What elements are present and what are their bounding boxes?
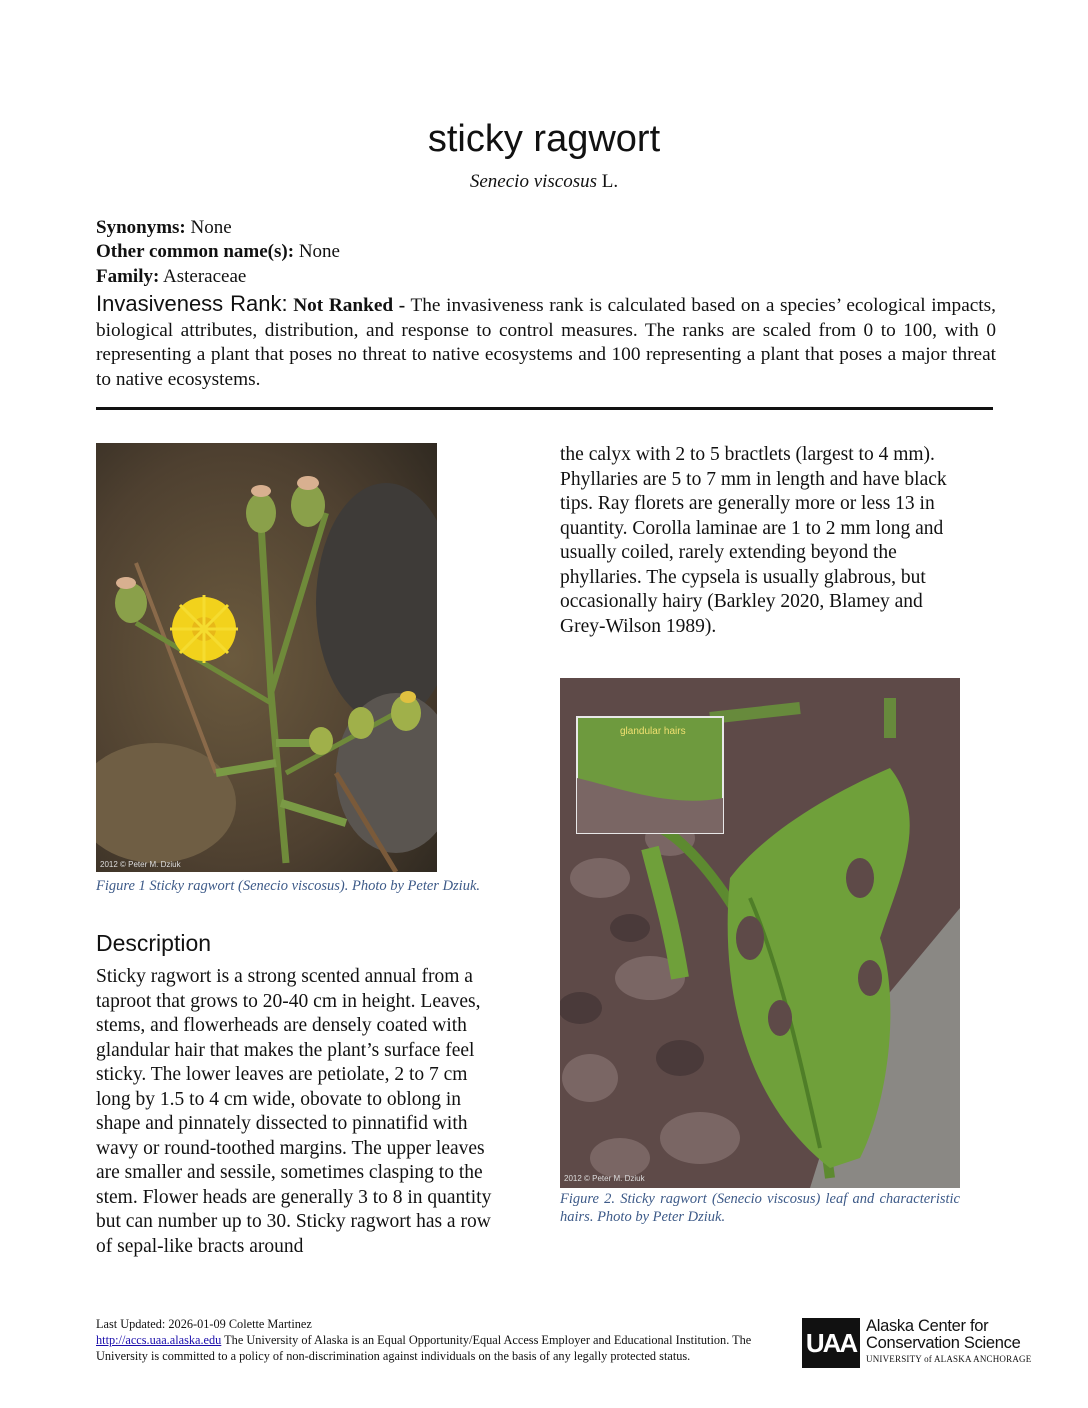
invasiveness-rank: Not Ranked - [293, 295, 406, 316]
synonyms-label: Synonyms: [96, 217, 186, 238]
common-names-line [96, 240, 996, 264]
invasiveness-label: Invasiveness Rank: [96, 291, 288, 316]
invasiveness-paragraph [96, 292, 996, 392]
section-divider [96, 407, 993, 410]
footer-notice-block [96, 1332, 756, 1364]
figure-2-credit: 2012 © Peter M. Dziuk [564, 1174, 645, 1183]
family-line [96, 265, 996, 289]
description-heading: Description [96, 930, 212, 956]
scientific-name [0, 171, 1088, 193]
footer-notice: The University of Alaska is an Equal Opportunity/Equal Access Employer and Educational Institution. The University is committed to a policy of non-discrimination against individuals on the basis of any legally protected status. [96, 1333, 752, 1363]
figure-1-caption: Figure 1 Sticky ragwort (Senecio viscosus). Photo by Peter Dziuk. [96, 878, 481, 894]
logo-line-2: Conservation Science [866, 1334, 1021, 1352]
page-title: sticky ragwort [427, 118, 661, 160]
last-updated: Last Updated: 2026-01-09 Colette Martinez [96, 1317, 312, 1331]
figure-2-caption: Figure 2. Sticky ragwort (Senecio viscosus) leaf and characteristic hairs. Photo by Peter Dziuk. [560, 1191, 960, 1225]
logo-text [866, 1318, 1031, 1366]
figure-2-photo [560, 678, 960, 1188]
description-text-right: the calyx with 2 to 5 bractlets (largest to 4 mm). Phyllaries are 5 to 7 mm in length and have black tips. Ray florets are generally more or less 13 in quantity. Corolla laminae are 1 to 2 mm long and usually coiled, rarely extending beyond the phyllaries. The cypsela is usually glabrous, but occasionally hairy (Barkley 2020, Blamey and Grey-Wilson 1989). [560, 444, 947, 637]
common-names-value: None [298, 241, 340, 262]
figure-2-inset-label: glandular hairs [620, 726, 686, 737]
accs-logo [802, 1318, 1034, 1370]
figure-1-photo [96, 443, 437, 872]
description-text-left: Sticky ragwort is a strong scented annual from a taproot that grows to 20-40 cm in height. Leaves, stems, and flowerheads are densely coated with glandular hair that makes the plant’s surface feel sticky. The lower leaves are petiolate, 2 to 7 cm long by 1.5 to 4 cm wide, obovate to oblong in shape and pinnately dissected to pinnatifid with wavy or round-toothed margins. The upper leaves are smaller and sessile, sometimes clasping to the stem. Flower heads are generally 3 to 8 in quantity but can number up to 30. Sticky ragwort has a row of sepal-like bracts around [96, 966, 492, 1257]
family-label: Family: [96, 266, 160, 287]
logo-line-1: Alaska Center for [866, 1317, 989, 1335]
logo-line-3: UNIVERSITY of ALASKA ANCHORAGE [866, 1354, 1032, 1364]
figure-1-image [96, 443, 437, 872]
invasiveness-text: The invasiveness rank is calculated based on a species’ ecological impacts, biological attributes, distribution, and response to control measures. The ranks are scaled from 0 to 100, with 0 representing a plant that poses no threat to native ecosystems and 100 representing a plant that poses a major threat to native ecosystems. [96, 295, 996, 390]
family-value: Asteraceae [163, 266, 247, 287]
common-names-label: Other common name(s): [96, 241, 295, 262]
figure-1-credit: 2012 © Peter M. Dziuk [100, 860, 181, 869]
scientific-name-author: L. [601, 171, 619, 192]
accs-link[interactable]: http://accs.uaa.alaska.edu [96, 1333, 222, 1347]
figure-2-image [560, 678, 960, 1188]
page-footer [96, 1316, 756, 1364]
scientific-name-italic: Senecio viscosus [469, 171, 598, 192]
uaa-logo-mark: UAA [802, 1318, 860, 1368]
synonyms-line [96, 216, 996, 240]
synonyms-value: None [190, 217, 232, 238]
